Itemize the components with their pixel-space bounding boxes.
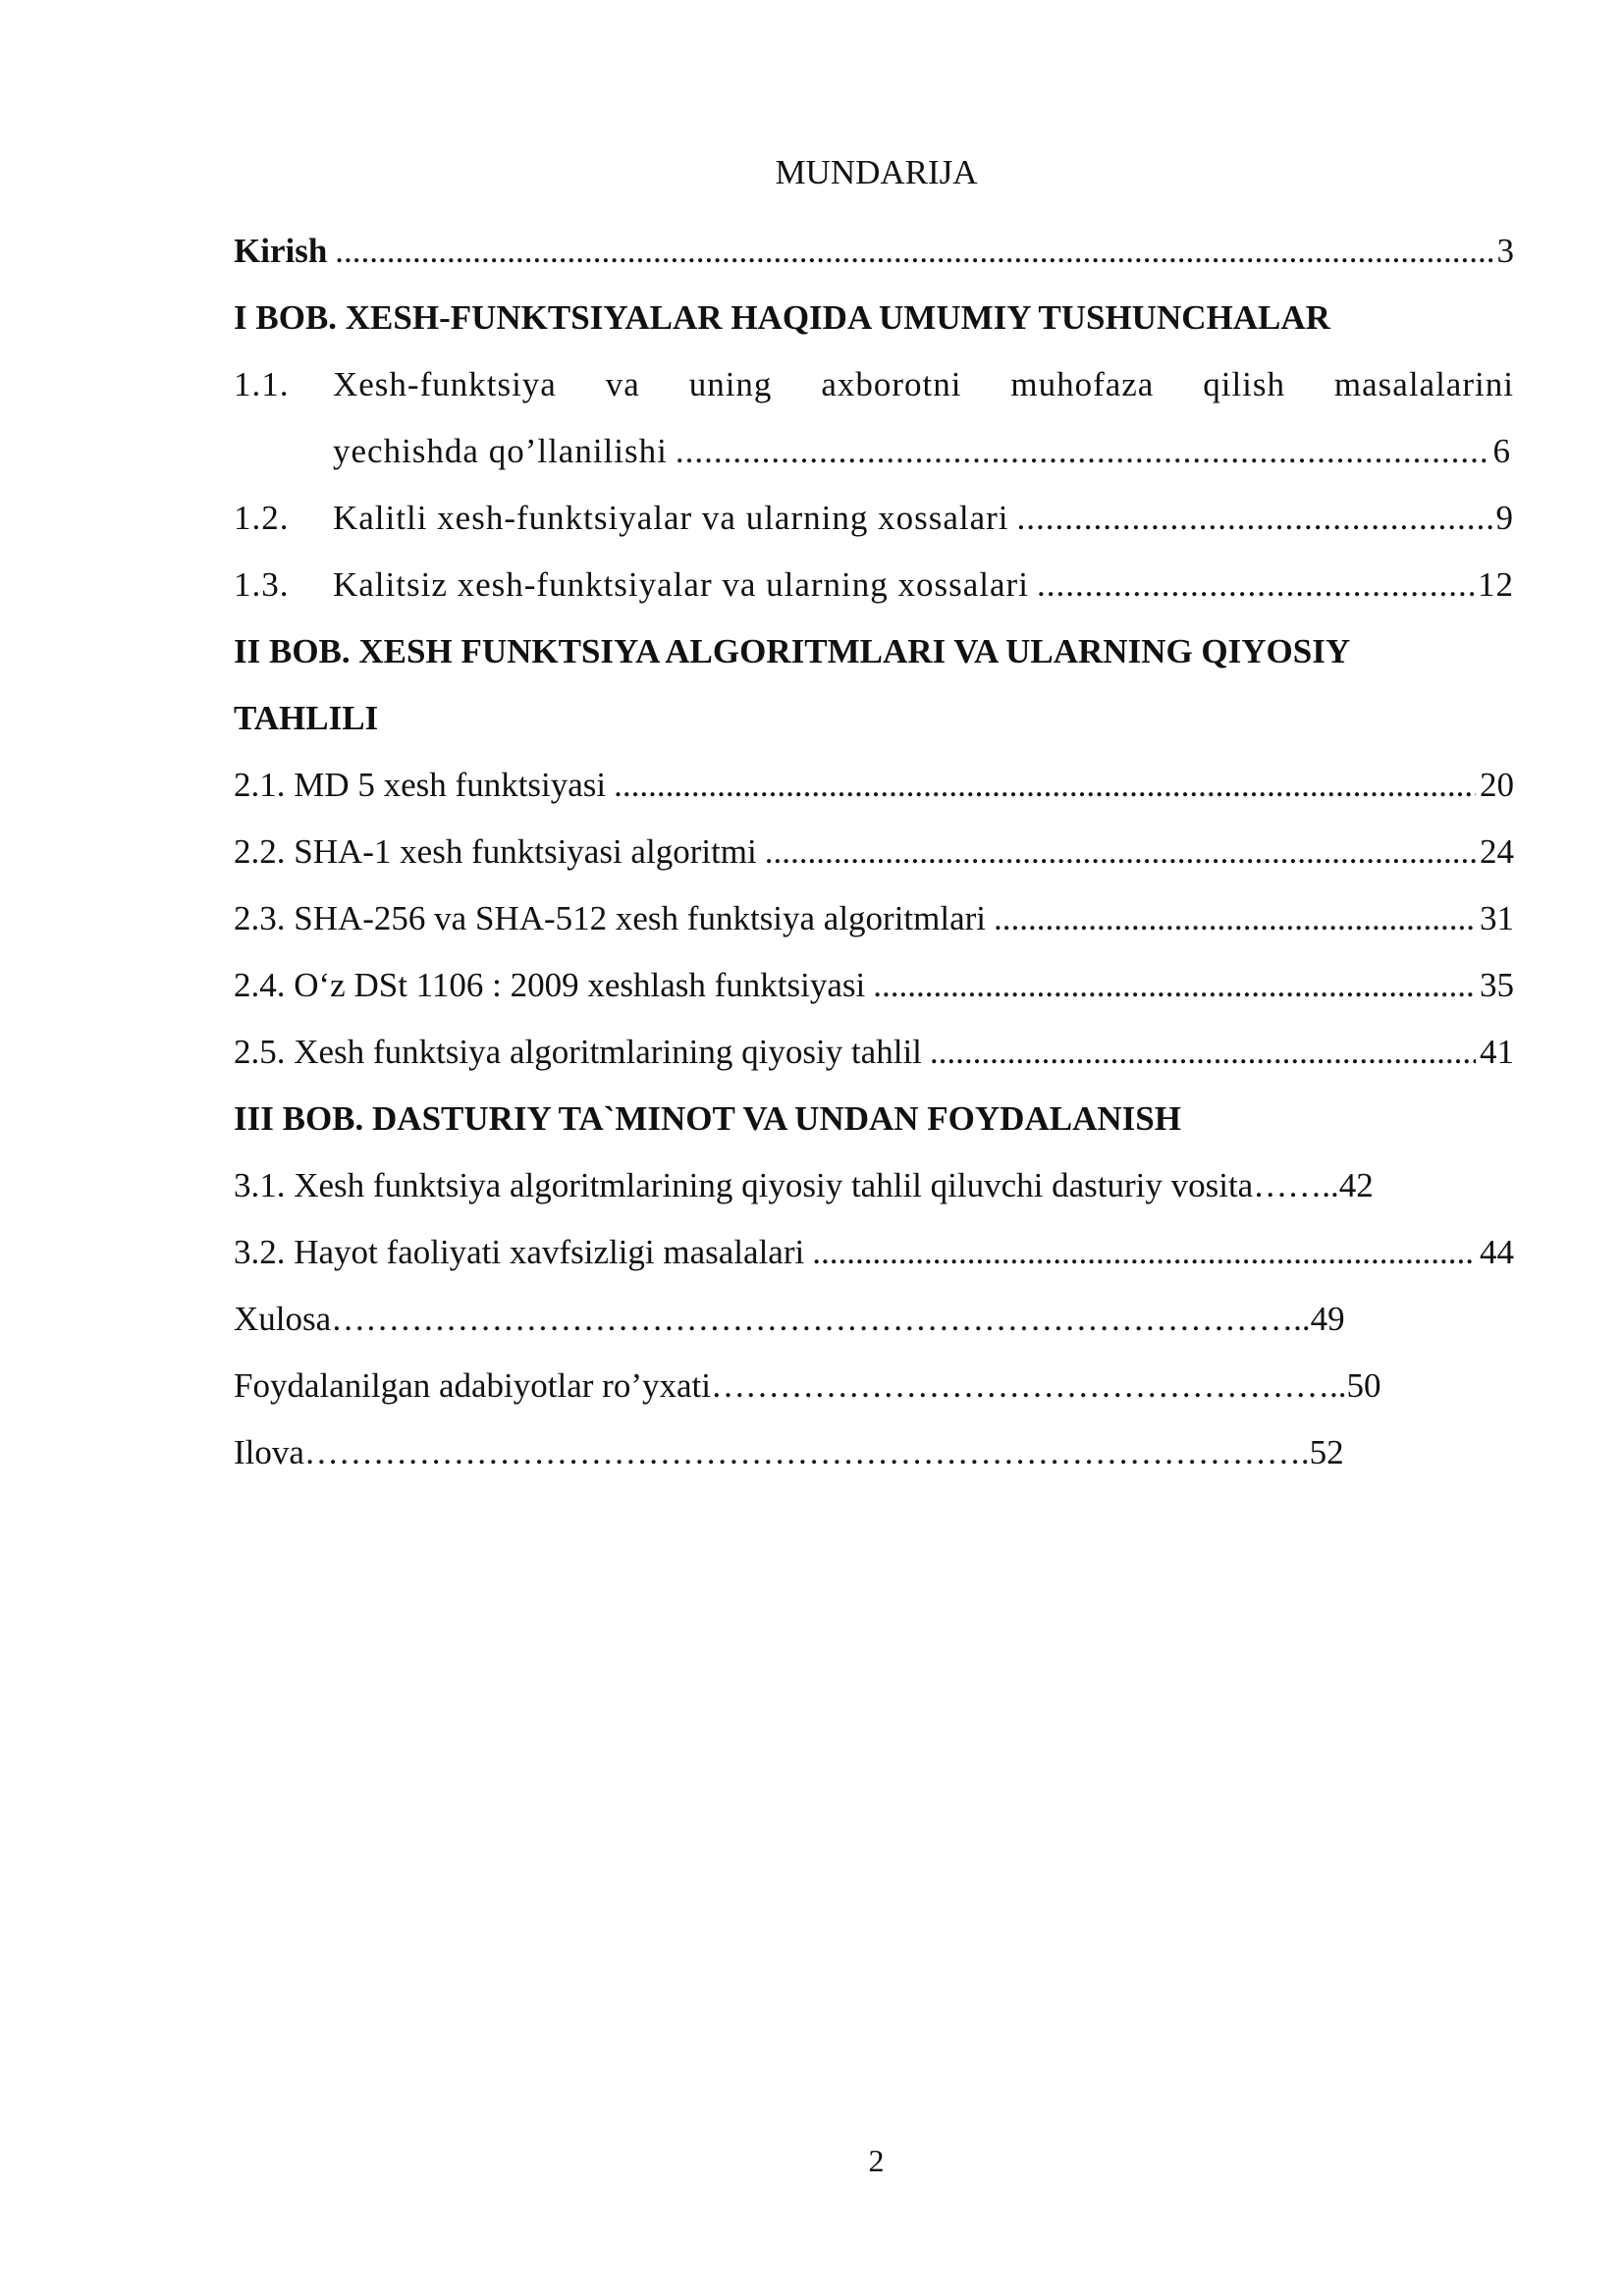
toc-entry-kirish[interactable]: [234, 218, 1514, 285]
leader-dots: [614, 766, 1476, 805]
toc-entry-1-1-line1[interactable]: [234, 351, 1514, 418]
word: axborotni: [821, 365, 962, 403]
page-title: MUNDARIJA: [775, 153, 978, 191]
leader-dots: [873, 966, 1476, 1005]
toc-page-number: 50: [1346, 1366, 1381, 1405]
toc-chapter-3[interactable]: [234, 1086, 1514, 1152]
toc-page-number: 35: [1480, 966, 1514, 1004]
toc-entry-3-1[interactable]: [234, 1152, 1514, 1219]
section-title: Foydalanilgan adabiyotlar ro’yxati………………………………………………..: [234, 1366, 1347, 1405]
table-of-contents: [234, 218, 1514, 1486]
section-title: Xulosa…………………………………………………………………………..: [234, 1300, 1311, 1338]
toc-entry-2-2[interactable]: [234, 819, 1514, 885]
section-title: 2.1. MD 5 xesh funktsiyasi: [234, 766, 607, 804]
leader-dots: [676, 432, 1489, 471]
toc-entry-2-1[interactable]: [234, 752, 1514, 819]
toc-page-number: 12: [1478, 565, 1514, 604]
toc-entry-1-3[interactable]: [234, 552, 1514, 618]
chapter-title: III BOB. DASTURIY TA`MINOT VA UNDAN FOYDALANISH: [234, 1099, 1181, 1138]
section-title: 2.3. SHA-256 va SHA-512 xesh funktsiya algoritmlari: [234, 899, 987, 937]
leader-dots: [994, 899, 1476, 938]
toc-entry-1-2[interactable]: [234, 485, 1514, 552]
section-title-line: [333, 365, 1514, 404]
toc-page-number: 41: [1480, 1033, 1514, 1071]
toc-page-number: 42: [1338, 1166, 1374, 1204]
toc-entry-2-3[interactable]: [234, 885, 1514, 952]
leader-dots: [765, 832, 1476, 872]
toc-page-number: 6: [1492, 432, 1511, 470]
leader-dots: [930, 1033, 1476, 1072]
toc-entry-1-1-line2[interactable]: [234, 418, 1511, 485]
toc-entry-ilova[interactable]: [234, 1419, 1514, 1486]
toc-chapter-2-line1[interactable]: [234, 618, 1514, 685]
toc-page-number: 52: [1309, 1433, 1344, 1471]
leader-dots: [812, 1233, 1476, 1272]
word: masalalarini: [1333, 365, 1514, 403]
toc-page-number: 20: [1480, 766, 1514, 804]
section-title: Kalitsiz xesh-funktsiyalar va ularning xossalari: [333, 565, 1029, 604]
section-title: 2.5. Xesh funktsiya algoritmlarining qiyosiy tahlil: [234, 1033, 922, 1071]
section-title: Kalitli xesh-funktsiyalar va ularning xossalari: [333, 499, 1009, 537]
chapter-title: I BOB. XESH-FUNKTSIYALAR HAQIDA UMUMIY TUSHUNCHALAR: [234, 298, 1330, 337]
chapter-title-continued: TAHLILI: [234, 699, 379, 737]
toc-entry-title: Kirish: [234, 232, 328, 270]
toc-page-number: 49: [1310, 1300, 1345, 1338]
section-title: 2.4. O‘z DSt 1106 : 2009 xeshlash funktsiyasi: [234, 966, 866, 1004]
leader-dots: [335, 232, 1492, 271]
word: va: [605, 365, 640, 403]
toc-entry-3-2[interactable]: [234, 1219, 1514, 1286]
section-title: 3.2. Hayot faoliyati xavfsizligi masalalari: [234, 1233, 805, 1271]
word: muhofaza: [1010, 365, 1155, 403]
leader-dots: [1037, 565, 1474, 605]
toc-page-number: 24: [1480, 832, 1514, 871]
section-number: 1.3.: [234, 565, 290, 604]
section-title: 3.1. Xesh funktsiya algoritmlarining qiyosiy tahlil qiluvchi dasturiy vosita……..: [234, 1166, 1339, 1204]
word: uning: [688, 365, 773, 403]
toc-chapter-1[interactable]: [234, 285, 1514, 351]
section-title-continued: yechishda qo’llanilishi: [333, 432, 668, 470]
chapter-title: II BOB. XESH FUNKTSIYA ALGORITMLARI VA ULARNING QIYOSIY: [234, 632, 1351, 670]
toc-entry-2-5[interactable]: [234, 1019, 1514, 1086]
toc-page-number: 3: [1496, 232, 1514, 270]
toc-chapter-2-line2[interactable]: [234, 685, 1514, 752]
section-number: 1.2.: [234, 499, 290, 537]
toc-page-number: 9: [1495, 499, 1514, 537]
section-title: 2.2. SHA-1 xesh funktsiyasi algoritmi: [234, 832, 757, 871]
word: Xesh-funktsiya: [333, 365, 557, 403]
toc-page-number: 44: [1480, 1233, 1514, 1271]
leader-dots: [1017, 499, 1492, 538]
toc-page-number: 31: [1480, 899, 1514, 937]
section-title: Ilova…………………………………………………………………………….: [234, 1433, 1310, 1471]
page-number: 2: [868, 2143, 885, 2178]
word: qilish: [1203, 365, 1286, 403]
section-number: 1.1.: [234, 365, 290, 403]
toc-entry-2-4[interactable]: [234, 952, 1514, 1019]
toc-entry-xulosa[interactable]: [234, 1286, 1514, 1353]
toc-entry-adabiyotlar[interactable]: [234, 1353, 1514, 1419]
